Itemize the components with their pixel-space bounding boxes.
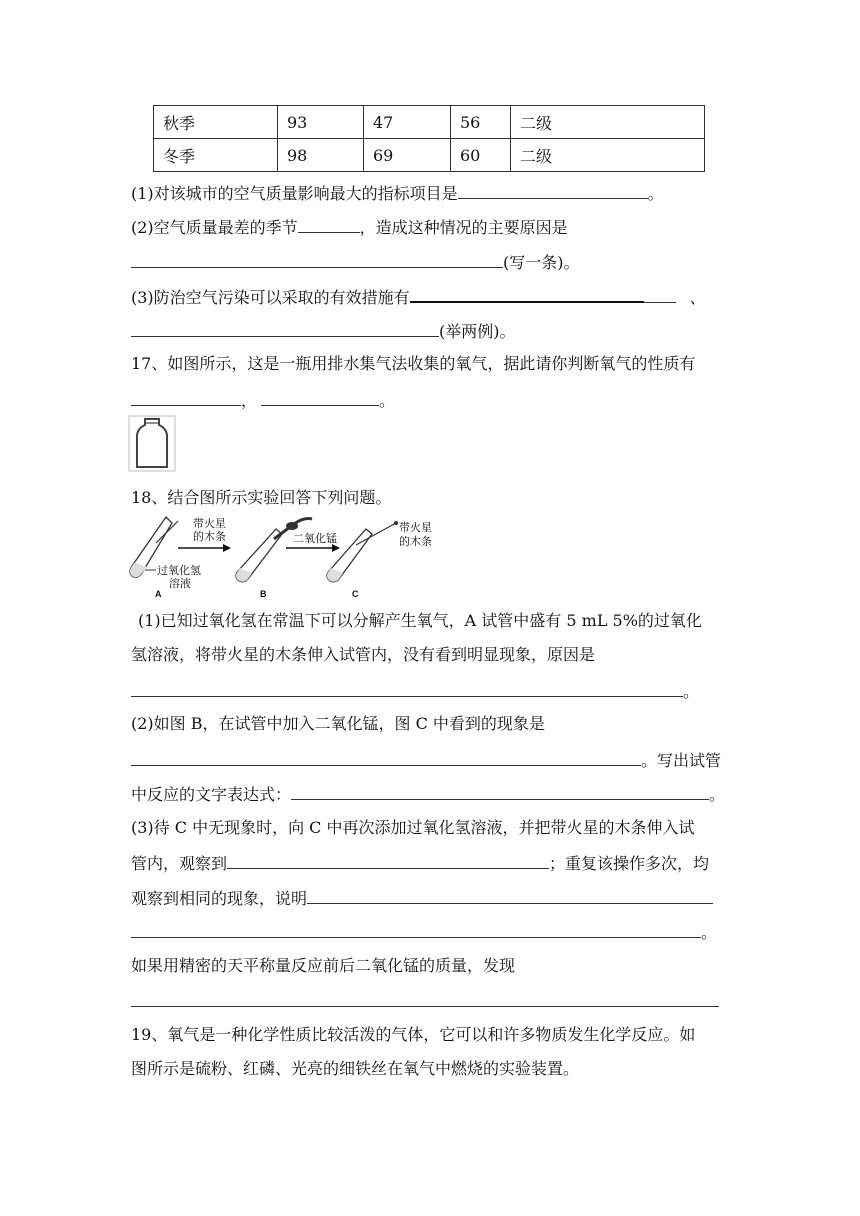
answer-blank[interactable] — [131, 749, 641, 766]
q16-part2 — [131, 216, 568, 238]
question-text: 管内，观察到 — [131, 854, 228, 873]
table-row — [154, 139, 705, 172]
question-text: (写一条)。 — [503, 253, 580, 272]
table-cell: 98 — [278, 139, 364, 172]
table-cell: 二级 — [511, 139, 705, 172]
question-text: 观察到相同的现象，说明 — [131, 889, 308, 908]
answer-blank[interactable] — [291, 783, 709, 800]
q18-part1-a: (1)已知过氧化氢在常温下可以分解产生氧气，A 试管中盛有 5 mL 5%的过氧化 — [138, 611, 702, 630]
q18-part1-b: 氢溶液，将带火星的木条伸入试管内，没有看到明显现象，原因是 — [131, 645, 596, 664]
gas-bottle-figure — [128, 415, 178, 473]
q18-part3-answer — [131, 921, 717, 943]
q16-part3-cont — [131, 320, 516, 342]
label-h2o2-1: 过氧化氢 — [157, 564, 201, 577]
question-text: (3)防治空气污染可以采取的有效措施有 — [131, 288, 410, 307]
q18-part3-a: (3)待 C 中无现象时，向 C 中再次添加过氧化氢溶液，并把带火星的木条伸入试 — [131, 818, 695, 837]
question-text: 中反应的文字表达式： — [131, 785, 292, 804]
punct: 。 — [647, 184, 664, 203]
punct: 。 — [379, 391, 396, 410]
answer-blank[interactable] — [410, 285, 644, 303]
q19-line1: 19、氧气是一种化学性质比较活泼的气体，它可以和许多物质发生化学反应。如 — [131, 1025, 696, 1044]
question-text: (举两例)。 — [439, 322, 516, 341]
q16-part2-cont — [131, 251, 580, 273]
table-cell: 56 — [451, 106, 511, 139]
answer-blank[interactable] — [227, 852, 549, 869]
answer-blank[interactable] — [298, 216, 360, 233]
answer-blank[interactable] — [644, 286, 676, 303]
test-tube-experiment-figure — [126, 515, 446, 599]
answer-blank[interactable] — [131, 389, 241, 406]
table-cell: 冬季 — [154, 139, 278, 172]
question-text: ；重复该操作多次，均 — [549, 854, 710, 873]
table-cell: 秋季 — [154, 106, 278, 139]
q17-text: 17、如图所示，这是一瓶用排水集气法收集的氧气，据此请你判断氧气的性质有 — [131, 354, 696, 373]
label-b: B — [260, 589, 267, 599]
table-cell: 47 — [364, 106, 451, 139]
q18-part3-b — [131, 852, 709, 874]
q17-answers — [131, 389, 395, 411]
question-text: (1)对该城市的空气质量影响最大的指标项目是 — [131, 184, 458, 203]
label-splint-2: 的木条 — [193, 530, 226, 543]
q18-part2-c — [131, 783, 725, 805]
answer-blank[interactable] — [131, 251, 503, 268]
question-text: ，造成这种情况的主要原因是 — [359, 218, 568, 237]
answer-blank[interactable] — [131, 990, 719, 1007]
q18-part2-answer — [131, 749, 721, 771]
answer-blank[interactable] — [131, 921, 701, 938]
answer-blank[interactable] — [307, 887, 713, 904]
table-cell: 93 — [278, 106, 364, 139]
test-tube-b — [236, 519, 312, 582]
question-text: 。写出试管 — [641, 751, 722, 770]
table-cell: 60 — [451, 139, 511, 172]
q16-part1 — [131, 182, 664, 204]
q16-part3 — [131, 285, 706, 308]
q18-part1-answer — [131, 680, 699, 702]
table-row — [154, 106, 705, 139]
punct: ， — [241, 391, 258, 410]
label-mno2: 二氧化锰 — [293, 532, 337, 545]
answer-blank[interactable] — [458, 182, 648, 199]
punct: 。 — [683, 682, 700, 701]
air-quality-table — [153, 105, 705, 172]
table-cell: 69 — [364, 139, 451, 172]
q18-part4-answer — [131, 990, 719, 1012]
punct: 。 — [701, 923, 718, 942]
question-text: (2)空气质量最差的季节 — [131, 218, 298, 237]
label-a: A — [155, 589, 162, 599]
label-splint-1: 带火星 — [193, 517, 226, 530]
test-tube-c — [327, 521, 398, 582]
punct: 。 — [709, 785, 726, 804]
table-cell: 二级 — [511, 106, 705, 139]
q18-title: 18、结合图所示实验回答下列问题。 — [131, 488, 392, 507]
label-h2o2-2: 溶液 — [169, 577, 191, 590]
label-splint-c-1: 带火星 — [399, 521, 432, 534]
q18-part2-a: (2)如图 B，在试管中加入二氧化锰，图 C 中看到的现象是 — [131, 714, 545, 733]
q19-line2: 图所示是硫粉、红磷、光亮的细铁丝在氧气中燃烧的实验装置。 — [131, 1059, 580, 1078]
answer-blank[interactable] — [131, 680, 683, 697]
punct: 、 — [689, 288, 706, 307]
label-c: C — [352, 589, 359, 599]
answer-blank[interactable] — [261, 389, 379, 406]
q18-part4: 如果用精密的天平称量反应前后二氧化锰的质量，发现 — [131, 956, 516, 975]
q18-part3-d — [131, 887, 713, 909]
label-splint-c-2: 的木条 — [399, 535, 432, 548]
answer-blank[interactable] — [131, 320, 439, 337]
